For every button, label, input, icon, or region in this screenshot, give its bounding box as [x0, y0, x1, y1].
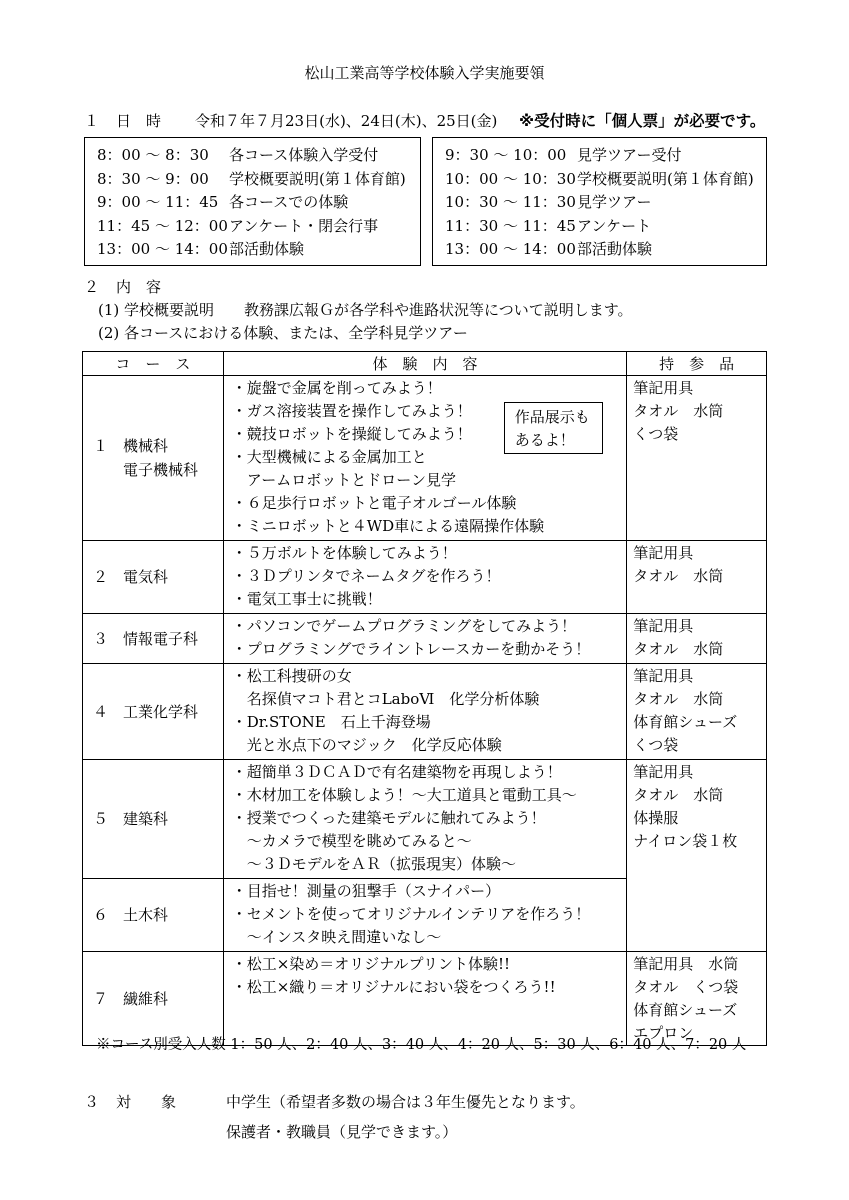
table-header-row — [83, 352, 767, 376]
schedule-row — [97, 191, 420, 215]
header-course: コ ー ス — [83, 352, 224, 376]
course-name: １ 機械科 — [93, 437, 169, 455]
content-line: ～カメラで模型を眺めてみると～ — [231, 832, 472, 850]
section3-label: 対 象 — [116, 1093, 177, 1111]
course-cell — [83, 664, 224, 760]
exhibit-note-box: 作品展示もあるよ！ — [504, 402, 603, 454]
content-line: ・セメントを使ってオリジナルインテリアを作ろう！ — [231, 905, 591, 923]
item-line: 体育館シューズ — [633, 1001, 738, 1019]
content-cell — [223, 541, 627, 614]
schedule-event: 部活動体験 — [577, 240, 653, 258]
course-cell — [83, 879, 224, 952]
schedule-event: 学校概要説明(第１体育館) — [577, 169, 754, 188]
content-line: ・プログラミングでライントレースカーを動かそう！ — [231, 640, 591, 658]
course-name: ７ 繊維科 — [93, 989, 169, 1008]
schedule-time: 8：30 ～ 9：00 — [97, 169, 209, 188]
header-items: 持 参 品 — [627, 352, 767, 376]
content-line: 名探偵マコト君とコLaboⅥ 化学分析体験 — [231, 690, 540, 708]
item-line: 筆記用具 — [633, 667, 694, 685]
items-cell — [627, 664, 767, 760]
course-table — [82, 351, 767, 1046]
course-name: ６ 土木科 — [93, 906, 169, 924]
content-line: 光と氷点下のマジック 化学反応体験 — [231, 736, 502, 754]
table-row — [83, 664, 767, 760]
schedule-time: 13：00 ～ 14：00 — [97, 240, 228, 258]
schedule-row — [445, 144, 766, 168]
course-name: ４ 工業化学科 — [93, 702, 199, 721]
schedule-time: 10：00 ～ 10：30 — [445, 169, 576, 188]
content-line: ～インスタ映え間違いなし～ — [231, 928, 442, 946]
items-cell — [627, 952, 767, 1046]
schedule-time: 9：00 ～ 11：45 — [97, 193, 219, 211]
table-row — [83, 541, 767, 614]
content-line: ・木材加工を体験しよう！～大工道具と電動工具～ — [231, 786, 577, 804]
content-line: ・松工×染め＝オリジナルプリント体験!! — [231, 955, 510, 973]
schedule-event: 部活動体験 — [229, 240, 305, 258]
capacity-note: ※コース別受入人数 1：50 人、2：40 人、3：40 人、4：20 人、5：30 人、6：40 人、7：20 人 — [96, 1037, 747, 1053]
section2-sub1: (1) 学校概要説明 教務課広報Ｇが各学科や進路状況等について説明します。 — [98, 301, 633, 319]
target-guardians: 保護者・教職員（見学できます。） — [226, 1123, 458, 1141]
schedule-event: 見学ツアー受付 — [577, 146, 682, 164]
id-card-notice: ※受付時に「個人票」が必要です。 — [519, 112, 766, 130]
items-cell — [627, 541, 767, 614]
table-row — [83, 760, 767, 879]
item-line: 筆記用具 — [633, 544, 694, 562]
schedule-event: 見学ツアー — [577, 193, 652, 211]
items-cell — [627, 614, 767, 664]
content-line: ・松工×織り＝オリジナルにおい袋をつくろう!! — [231, 978, 556, 996]
schedule-row — [97, 238, 420, 262]
course-cell — [83, 614, 224, 664]
content-line: ・大型機械による金属加工と — [231, 448, 427, 466]
section2-sub2: (2) 各コースにおける体験、または、全学科見学ツアー — [98, 324, 468, 342]
table-row — [83, 952, 767, 1046]
item-line: くつ袋 — [633, 736, 679, 754]
schedule-time: 10：30 ～ 11：30 — [445, 193, 576, 211]
schedule-time: 13：00 ～ 14：00 — [445, 240, 576, 258]
course-name: ５ 建築科 — [93, 810, 169, 828]
schedule-row — [445, 238, 766, 262]
schedule-left — [84, 137, 421, 266]
item-line: タオル 水筒 — [633, 640, 724, 658]
course-name: ３ 情報電子科 — [93, 629, 199, 648]
item-line: タオル 水筒 — [633, 786, 724, 804]
content-cell — [223, 760, 627, 879]
content-line: ・電気工事士に挑戦！ — [231, 590, 382, 608]
item-line: 筆記用具 — [633, 617, 694, 635]
content-line: ・Dr.STONE 石上千海登場 — [231, 713, 431, 731]
course-cell — [83, 952, 224, 1046]
content-cell — [223, 614, 627, 664]
item-line: タオル 水筒 — [633, 402, 724, 420]
schedule-row — [445, 191, 766, 215]
item-line: タオル 水筒 — [633, 690, 724, 708]
item-line: ナイロン袋１枚 — [633, 832, 738, 850]
item-line: 筆記用具 — [633, 379, 694, 397]
content-cell — [223, 664, 627, 760]
content-cell — [223, 879, 627, 952]
content-line: ・授業でつくった建築モデルに触れてみよう！ — [231, 809, 546, 827]
course-name: ２ 電気科 — [93, 568, 169, 586]
content-line: ・旋盤で金属を削ってみよう！ — [231, 379, 442, 397]
schedule-event: 学校概要説明(第１体育館) — [229, 169, 406, 188]
course-cell — [83, 541, 224, 614]
content-line: ・６足歩行ロボットと電子オルゴール体験 — [231, 494, 517, 512]
schedule-right — [432, 137, 767, 266]
item-line: エプロン — [633, 1024, 694, 1042]
schedule-time: 11：30 ～ 11：45 — [445, 216, 576, 235]
content-cell — [223, 952, 627, 1046]
schedule-time: 11：45 ～ 12：00 — [97, 216, 228, 235]
item-line: タオル くつ袋 — [633, 978, 739, 996]
content-line: ・松工科捜研の女 — [231, 667, 352, 685]
schedule-row — [97, 144, 420, 168]
section1-label: 日 時 — [116, 112, 162, 130]
schedule-row — [97, 215, 420, 239]
content-line: ・５万ボルトを体験してみよう！ — [231, 544, 457, 562]
course-cell — [83, 760, 224, 879]
header-content: 体 験 内 容 — [223, 352, 627, 376]
item-line: 筆記用具 水筒 — [633, 955, 739, 973]
schedule-time: 8：00 ～ 8：30 — [97, 146, 209, 164]
content-line: ・パソコンでゲームプログラミングをしてみよう！ — [231, 617, 577, 635]
items-cell — [627, 760, 767, 952]
course-cell — [83, 376, 224, 541]
content-line: アームロボットとドローン見学 — [231, 471, 456, 489]
target-students: 中学生（希望者多数の場合は３年生優先となります。 — [226, 1093, 585, 1111]
item-line: 体育館シューズ — [633, 713, 738, 731]
content-line: ・超簡単３ＤＣＡＤで有名建築物を再現しよう！ — [231, 763, 562, 781]
page-title: 松山工業高等学校体験入学実施要領 — [304, 64, 545, 82]
schedule-event: アンケート・閉会行事 — [229, 216, 379, 235]
course-name: 電子機械科 — [93, 461, 199, 479]
section3-number: ３ — [84, 1093, 100, 1111]
content-line: ・目指せ！測量の狙撃手（スナイパー） — [231, 882, 501, 900]
schedule-row — [445, 215, 766, 239]
items-cell — [627, 376, 767, 541]
item-line: 筆記用具 — [633, 763, 694, 781]
item-line: タオル 水筒 — [633, 567, 724, 585]
content-line: ・ミニロボットと４WD車による遠隔操作体験 — [231, 517, 545, 535]
table-row — [83, 614, 767, 664]
schedule-event: アンケート — [577, 216, 652, 235]
content-line: ～３ＤモデルをＡＲ（拡張現実）体験～ — [231, 855, 516, 873]
item-line: 体操服 — [633, 809, 679, 827]
schedule-row — [445, 168, 766, 192]
section1-number: １ — [84, 112, 100, 130]
section1-dates: 令和７年７月23日(水)、24日(木)、25日(金) — [195, 112, 498, 130]
content-line: ・競技ロボットを操縦してみよう！ — [231, 425, 472, 443]
section2-number: ２ — [84, 278, 100, 296]
schedule-event: 各コースでの体験 — [229, 193, 349, 211]
schedule-row — [97, 168, 420, 192]
schedule-event: 各コース体験入学受付 — [229, 146, 379, 164]
section2-label: 内 容 — [116, 278, 162, 296]
content-line: ・３Ｄプリンタでネームタグを作ろう！ — [231, 567, 501, 585]
content-line: ・ガス溶接装置を操作してみよう！ — [231, 402, 472, 420]
content-cell — [223, 376, 627, 541]
table-row — [83, 376, 767, 541]
schedule-time: 9：30 ～ 10：00 — [445, 146, 567, 164]
item-line: くつ袋 — [633, 425, 679, 443]
